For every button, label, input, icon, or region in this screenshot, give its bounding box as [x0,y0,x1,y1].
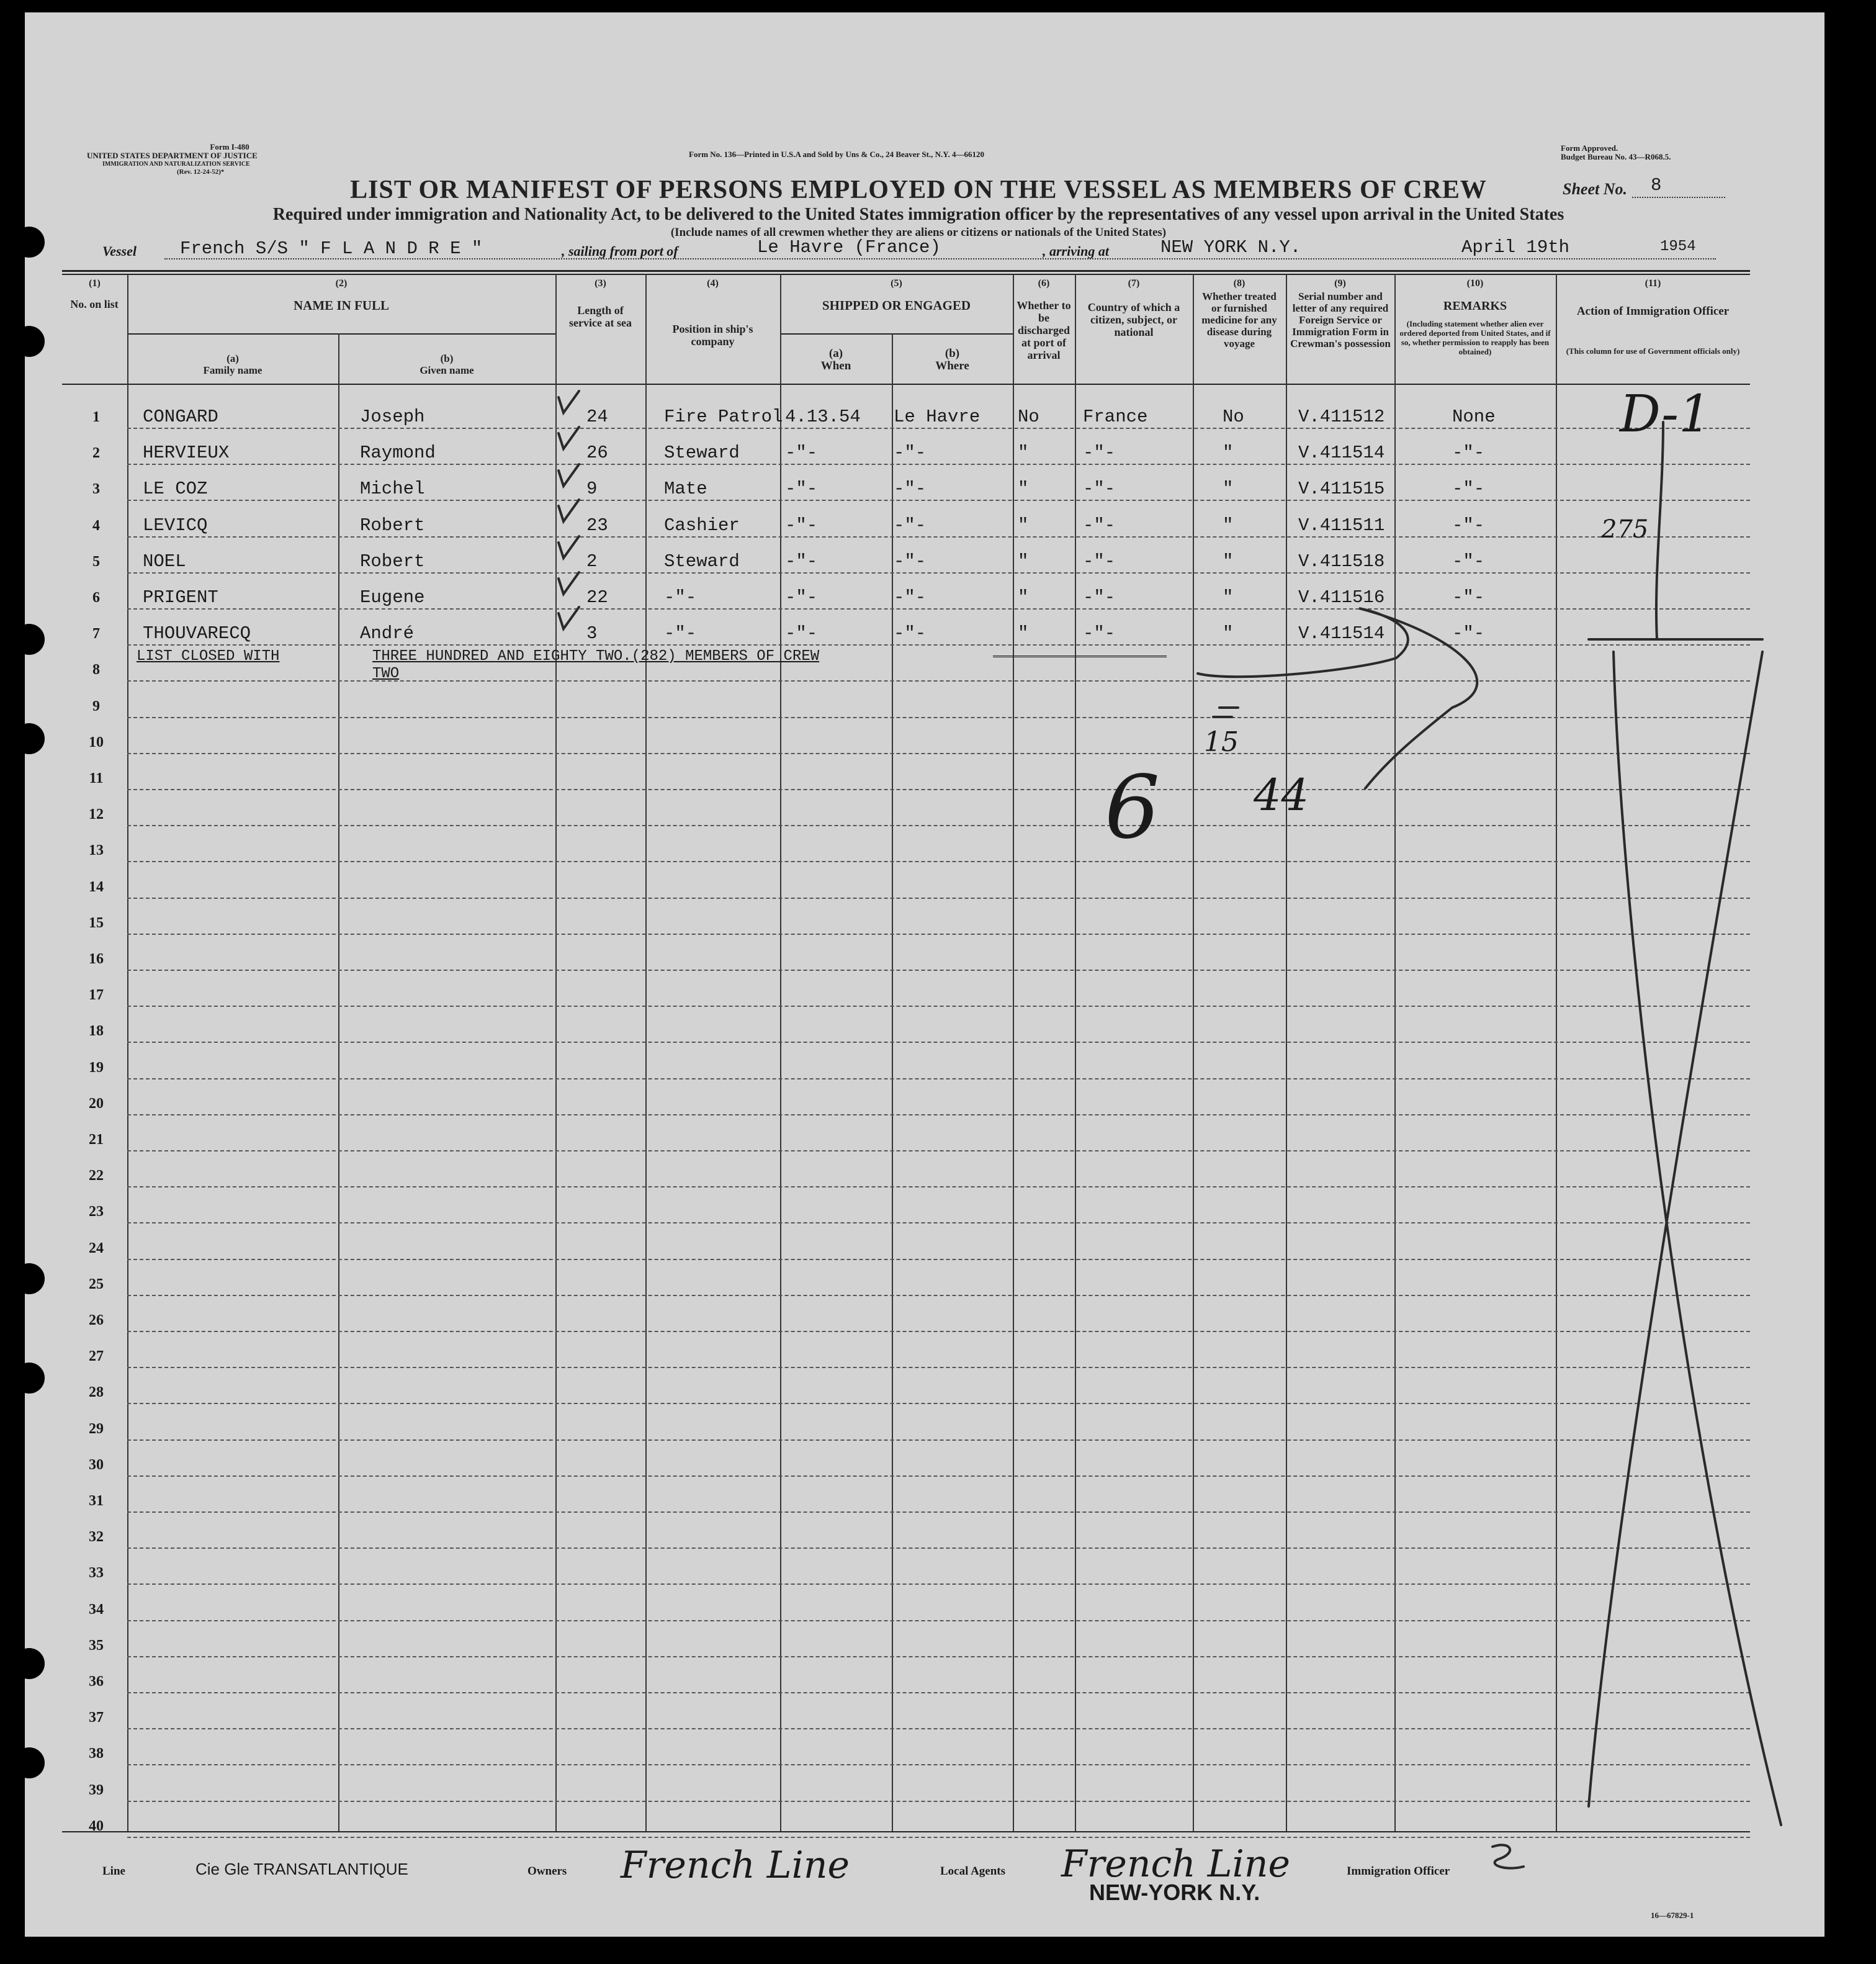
family-name-cell: THOUVARECQ [143,623,251,644]
position-cell: Fire Patrol [664,407,783,427]
col1-number: (1) [89,278,101,289]
given-name-cell: Robert [360,551,425,572]
officer-mark-fraction-top: 15 [1204,726,1239,758]
service-years-cell: 24 [586,407,608,427]
row-number: 19 [89,1059,104,1076]
dept-line-3: (Rev. 12-24-52)* [177,168,225,176]
family-name-cell: NOEL [143,551,186,572]
footer-line-value: Cie Gle TRANSATLANTIQUE [195,1860,408,1878]
shipped-where-cell: -"- [894,479,927,500]
row-number: 37 [89,1709,104,1726]
col2b-header: (b) Given name [420,353,474,376]
service-years-cell: 3 [586,623,598,644]
shipped-when-cell: 4.13.54 [785,407,861,427]
col6-header: Whether to be discharged at port of arrival [1017,299,1071,361]
country-cell: -"- [1083,479,1116,500]
treated-cell: " [1223,623,1234,644]
family-name-cell: HERVIEUX [143,443,230,464]
shipped-when-cell: -"- [785,587,818,608]
sailing-label: , sailing from port of [562,243,678,259]
row-number: 31 [89,1493,104,1509]
row-number: 17 [89,987,104,1004]
shipped-where-cell: -"- [894,443,927,464]
row-number: 36 [89,1673,104,1690]
departure-port: Le Havre (France) [757,237,941,258]
position-cell: Steward [664,551,740,572]
family-name-cell: LEVICQ [143,515,208,536]
col11-header: Action of Immigration Officer [1576,305,1730,318]
row-number: 24 [89,1240,104,1256]
serial-number-cell: V.411518 [1298,551,1385,572]
footer-agents-value: French Line [1061,1842,1290,1886]
row-number: 6 [92,590,100,606]
row-number: 39 [89,1782,104,1798]
closing-text-c: TWO [372,665,400,682]
position-cell: -"- [664,587,697,608]
arrival-date: April 19th [1461,237,1570,258]
row-number: 15 [89,914,104,931]
discharged-cell: " [1018,443,1029,464]
serial-number-cell: V.411511 [1298,515,1385,536]
country-cell: -"- [1083,443,1116,464]
given-name-cell: André [360,623,415,644]
closing-text-b: THREE HUNDRED AND EIGHTY TWO.(282) MEMBERS OF CREW [372,648,820,665]
col10-number: (10) [1466,278,1484,289]
given-name-cell: Raymond [360,443,436,464]
row-number: 16 [89,951,104,967]
shipped-when-cell: -"- [785,551,818,572]
col5-header: SHIPPED OR ENGAGED [822,298,971,313]
service-years-cell: 2 [586,551,598,572]
shipped-when-cell: -"- [785,623,818,644]
row-number: 29 [89,1420,104,1437]
include-note: (Include names of all crewmen whether they are aliens or citizens or nationals of the United States) [670,226,1167,239]
service-years-cell: 26 [586,443,608,464]
remarks-cell: -"- [1452,587,1485,608]
row-number: 32 [89,1529,104,1546]
discharged-cell: " [1018,551,1029,572]
treated-cell: No [1223,407,1244,427]
col9-number: (9) [1334,278,1346,289]
family-name-cell: LE COZ [143,479,208,500]
col5-number: (5) [891,278,902,289]
shipped-where-cell: -"- [894,587,927,608]
row-number: 34 [89,1601,104,1618]
shipped-where-cell: -"- [894,623,927,644]
dept-line-1: UNITED STATES DEPARTMENT OF JUSTICE [87,151,258,160]
family-name-cell: CONGARD [143,407,218,427]
col10-subheader: (Including statement whether alien ever ordered deported from United States, and if so, whether permission to reapply has been obtained) [1399,319,1551,356]
dept-line-2: IMMIGRATION AND NATURALIZATION SERVICE [102,161,250,168]
discharged-cell: " [1018,587,1029,608]
country-cell: -"- [1083,587,1116,608]
given-name-cell: Eugene [360,587,425,608]
remarks-cell: -"- [1452,515,1485,536]
page-title: LIST OR MANIFEST OF PERSONS EMPLOYED ON THE VESSEL AS MEMBERS OF CREW [350,176,1487,204]
country-cell: France [1083,407,1148,427]
position-cell: -"- [664,623,697,644]
treated-cell: " [1223,479,1234,500]
footer-owners-value: French Line [621,1844,850,1887]
approval-line-2: Budget Bureau No. 43—R068.5. [1561,152,1671,161]
row-number: 1 [92,409,100,425]
service-years-cell: 9 [586,479,598,500]
discharged-cell: " [1018,479,1029,500]
country-cell: -"- [1083,515,1116,536]
discharged-cell: No [1018,407,1039,427]
discharged-cell: " [1018,515,1029,536]
row-number: 26 [89,1312,104,1328]
row-number: 21 [89,1132,104,1148]
treated-cell: " [1223,515,1234,536]
footer-agents-label: Local Agents [940,1865,1006,1878]
service-years-cell: 22 [586,587,608,608]
treated-cell: " [1223,443,1234,464]
serial-number-cell: V.411512 [1298,407,1385,427]
family-name-cell: PRIGENT [143,587,218,608]
treated-cell: " [1223,551,1234,572]
col3-header: Length of service at sea [569,304,632,329]
treated-cell: " [1223,587,1234,608]
col8-number: (8) [1233,278,1245,289]
shipped-when-cell: -"- [785,515,818,536]
officer-mark-count: 275 [1601,515,1649,544]
row-number: 12 [89,806,104,823]
arrival-port: NEW YORK N.Y. [1160,237,1301,258]
shipped-when-cell: -"- [785,443,818,464]
col7-number: (7) [1128,278,1140,289]
col3-number: (3) [595,278,606,289]
footer-form-code: 16—67829-1 [1651,1911,1694,1920]
position-cell: Mate [664,479,707,500]
row-number: 13 [89,842,104,859]
col2-header: NAME IN FULL [293,298,389,313]
given-name-cell: Michel [360,479,425,500]
col7-header: Country of which a citizen, subject, or national [1087,301,1180,338]
country-cell: -"- [1083,623,1116,644]
footer-agents-city: NEW-YORK N.Y. [1089,1880,1260,1905]
row-number: 23 [89,1204,104,1220]
row-number: 5 [92,553,100,570]
remarks-cell: -"- [1452,551,1485,572]
officer-mark-fraction-left: 6 [1105,757,1160,858]
serial-number-cell: V.411514 [1298,623,1385,644]
col4-number: (4) [707,278,719,289]
shipped-where-cell: -"- [894,515,927,536]
row-number: 9 [92,698,100,714]
serial-number-cell: V.411515 [1298,479,1385,500]
sheet-label: Sheet No. [1563,180,1627,198]
row-number: 25 [89,1276,104,1292]
form-id: Form I-480 [210,142,249,151]
col11-number: (11) [1645,278,1661,289]
col4-header: Position in ship's company [672,323,753,348]
footer-line-label: Line [102,1865,125,1878]
remarks-cell: -"- [1452,479,1485,500]
row-number: 3 [92,481,100,498]
printer-line: Form No. 136—Printed in U.S.A and Sold by Uns & Co., 24 Beaver St., N.Y. 4—66120 [689,150,984,159]
row-number: 22 [89,1168,104,1184]
col2a-header: (a) Family name [203,353,263,376]
col9-header: Serial number and letter of any required Foreign Service or Immigration Form in Crewman's possession [1290,291,1391,349]
arrival-year: 1954 [1660,238,1696,255]
row-number: 35 [89,1637,104,1654]
footer-officer-label: Immigration Officer [1347,1865,1450,1878]
vessel-name: French S/S " F L A N D R E " [180,238,483,259]
shipped-when-cell: -"- [785,479,818,500]
row-number: 38 [89,1746,104,1762]
col6-number: (6) [1038,278,1050,289]
row-number: 18 [89,1023,104,1040]
row-number: 2 [92,445,100,462]
vessel-label: Vessel [102,243,137,259]
footer-owners-label: Owners [527,1865,567,1878]
col10-header: REMARKS [1443,299,1507,313]
row-number: 7 [92,626,100,642]
row-number: 33 [89,1565,104,1582]
col5a-header: (a) When [820,347,851,372]
given-name-cell: Robert [360,515,425,536]
col2-number: (2) [335,278,348,289]
closing-text-a: LIST CLOSED WITH [137,648,280,665]
shipped-where-cell: -"- [894,551,927,572]
remarks-cell: None [1452,407,1496,427]
row-number: 14 [89,878,104,895]
row-number: 8 [92,662,100,678]
remarks-cell: -"- [1452,623,1485,644]
row-number: 28 [89,1384,104,1401]
position-cell: Cashier [664,515,740,536]
approval-line-1: Form Approved. [1561,143,1618,153]
serial-number-cell: V.411516 [1298,587,1385,608]
row-number: 10 [89,734,104,750]
row-number: 27 [89,1348,104,1365]
sheet-number: 8 [1651,175,1662,196]
given-name-cell: Joseph [360,407,425,427]
col1-header: No. on list [70,298,119,310]
row-number: 11 [89,770,104,786]
row-number: 30 [89,1456,104,1473]
serial-number-cell: V.411514 [1298,443,1385,464]
col5b-header: (b) Where [935,347,969,372]
country-cell: -"- [1083,551,1116,572]
position-cell: Steward [664,443,740,464]
row-number: 20 [89,1095,104,1112]
officer-mark-d1: D-1 [1620,385,1712,444]
row-number: 4 [92,517,100,534]
officer-mark-fraction-bottom: 44 [1254,770,1309,821]
shipped-where-cell: Le Havre [894,407,981,427]
service-years-cell: 23 [586,515,608,536]
col8-header: Whether treated or furnished medicine for any disease during voyage [1201,291,1277,349]
col11-subheader: (This column for use of Government officials only) [1566,346,1740,356]
subtitle: Required under immigration and Nationality Act, to be delivered to the United States immigration officer by the representatives of any vessel upon arrival in the United States [272,205,1564,224]
remarks-cell: -"- [1452,443,1485,464]
row-number: 40 [89,1818,104,1834]
discharged-cell: " [1018,623,1029,644]
handwritten-strokes [25,12,1824,1937]
manifest-sheet [25,12,1824,1937]
arriving-label: , arriving at [1043,243,1109,259]
